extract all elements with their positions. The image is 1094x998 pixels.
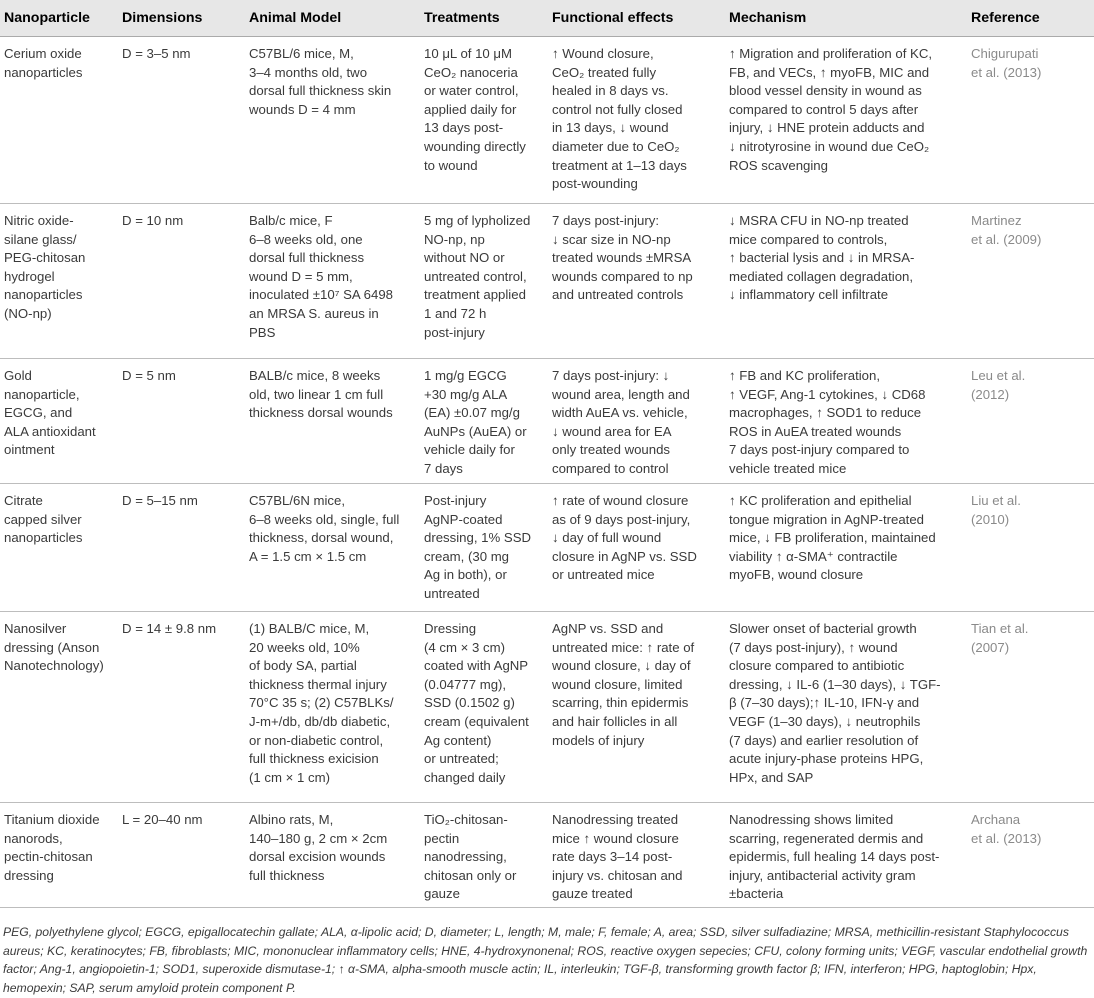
cell-reference: Tian et al. (2007)	[967, 612, 1094, 803]
cell-nanoparticle: Nanosilver dressing (Anson Nanotechnology)	[0, 612, 118, 803]
cell-functional-effects: 7 days post-injury: ↓ scar size in NO-np treated wounds ±MRSA wounds compared to np and untreated controls	[548, 204, 725, 359]
table-row	[0, 803, 1094, 908]
cell-dimensions: D = 14 ± 9.8 nm	[118, 612, 245, 803]
cell-treatments: 1 mg/g EGCG +30 mg/g ALA (EA) ±0.07 mg/g AuNPs (AuEA) or vehicle daily for 7 days	[420, 359, 548, 484]
cell-functional-effects: ↑ rate of wound closure as of 9 days post-injury, ↓ day of full wound closure in AgNP vs. SSD or untreated mice	[548, 484, 725, 612]
cell-mechanism: ↑ KC proliferation and epithelial tongue migration in AgNP-treated mice, ↓ FB proliferation, maintained viability ↑ α-SMA⁺ contractile myoFB, wound closure	[725, 484, 967, 612]
header-row	[0, 0, 1094, 37]
col-header-animal-model: Animal Model	[245, 0, 420, 37]
cell-nanoparticle: Citrate capped silver nanoparticles	[0, 484, 118, 612]
cell-mechanism: ↑ Migration and proliferation of KC, FB, and VECs, ↑ myoFB, MIC and blood vessel density in wound as compared to control 5 days after injury, ↓ HNE protein adducts and ↓ nitrotyrosine in wound due CeO₂ ROS scavenging	[725, 37, 967, 204]
col-header-functional-effects: Functional effects	[548, 0, 725, 37]
cell-dimensions: D = 5 nm	[118, 359, 245, 484]
cell-animal-model: Balb/c mice, F 6–8 weeks old, one dorsal full thickness wound D = 5 mm, inoculated ±10⁷ SA 6498 an MRSA S. aureus in PBS	[245, 204, 420, 359]
cell-animal-model: C57BL/6N mice, 6–8 weeks old, single, full thickness, dorsal wound, A = 1.5 cm × 1.5 cm	[245, 484, 420, 612]
cell-reference: Liu et al. (2010)	[967, 484, 1094, 612]
table-row	[0, 204, 1094, 359]
cell-dimensions: D = 5–15 nm	[118, 484, 245, 612]
cell-animal-model: BALB/c mice, 8 weeks old, two linear 1 cm full thickness dorsal wounds	[245, 359, 420, 484]
cell-functional-effects: 7 days post-injury: ↓ wound area, length and width AuEA vs. vehicle, ↓ wound area for EA only treated wounds compared to control	[548, 359, 725, 484]
cell-nanoparticle: Nitric oxide- silane glass/ PEG-chitosan hydrogel nanoparticles (NO-np)	[0, 204, 118, 359]
cell-animal-model: C57BL/6 mice, M, 3–4 months old, two dorsal full thickness skin wounds D = 4 mm	[245, 37, 420, 204]
cell-dimensions: D = 10 nm	[118, 204, 245, 359]
cell-treatments: 5 mg of lypholized NO-np, np without NO or untreated control, treatment applied 1 and 72 h post-injury	[420, 204, 548, 359]
cell-treatments: TiO₂-chitosan- pectin nanodressing, chitosan only or gauze	[420, 803, 548, 908]
table-row	[0, 484, 1094, 612]
table-row	[0, 359, 1094, 484]
cell-mechanism: Slower onset of bacterial growth (7 days post-injury), ↑ wound closure compared to antibiotic dressing, ↓ IL-6 (1–30 days), ↓ TGF- β (7–30 days);↑ IL-10, IFN-γ and VEGF (1–30 days), ↓ neutrophils (7 days) and earlier resolution of acute injury-phase proteins HPG, HPx, and SAP	[725, 612, 967, 803]
cell-animal-model: (1) BALB/C mice, M, 20 weeks old, 10% of body SA, partial thickness thermal injury 70°C 35 s; (2) C57BLKs/ J-m+/db, db/db diabetic, or non-diabetic control, full thickness exicision (1 cm × 1 cm)	[245, 612, 420, 803]
cell-mechanism: ↓ MSRA CFU in NO-np treated mice compared to controls, ↑ bacterial lysis and ↓ in MRSA- mediated collagen degradation, ↓ inflammatory cell infiltrate	[725, 204, 967, 359]
cell-reference: Martinez et al. (2009)	[967, 204, 1094, 359]
cell-functional-effects: AgNP vs. SSD and untreated mice: ↑ rate of wound closure, ↓ day of wound closure, limited scarring, thin epidermis and hair follicles in all models of injury	[548, 612, 725, 803]
cell-animal-model: Albino rats, M, 140–180 g, 2 cm × 2cm dorsal excision wounds full thickness	[245, 803, 420, 908]
cell-nanoparticle: Gold nanoparticle, EGCG, and ALA antioxidant ointment	[0, 359, 118, 484]
cell-treatments: Post-injury AgNP-coated dressing, 1% SSD cream, (30 mg Ag in both), or untreated	[420, 484, 548, 612]
table-footnote: PEG, polyethylene glycol; EGCG, epigallocatechin gallate; ALA, α-lipolic acid; D, diameter; L, length; M, male; F, female; A, area; SSD, silver sulfadiazine; MRSA, methicillin-resistant Staphylococcus aureus; KC, keratinocytes; FB, fibroblasts; MIC, mononuclear inflammatory cells; HNE, 4-hydroxynonenal; ROS, reactive oxygen sepecies; CFU, colony forming units; VEGF, vascular endothelial growth factor; Ang-1, angiopoietin-1; SOD1, superoxide dismutase-1; ↑ α-SMA, alpha-smooth muscle actin; IL, interleukin; TGF-β, transforming growth factor β; IFN, interferon; HPG, haptoglobin; Hpx, hemopexin; SAP, serum amyloid protein component P.	[3, 925, 1088, 995]
cell-mechanism: ↑ FB and KC proliferation, ↑ VEGF, Ang-1 cytokines, ↓ CD68 macrophages, ↑ SOD1 to reduce ROS in AuEA treated wounds 7 days post-injury compared to vehicle treated mice	[725, 359, 967, 484]
cell-dimensions: L = 20–40 nm	[118, 803, 245, 908]
cell-treatments: Dressing (4 cm × 3 cm) coated with AgNP (0.04777 mg), SSD (0.1502 g) cream (equivalent Ag content) or untreated; changed daily	[420, 612, 548, 803]
cell-dimensions: D = 3–5 nm	[118, 37, 245, 204]
cell-reference: Leu et al. (2012)	[967, 359, 1094, 484]
col-header-treatments: Treatments	[420, 0, 548, 37]
cell-mechanism: Nanodressing shows limited scarring, regenerated dermis and epidermis, full healing 14 days post- injury, antibacterial activity gram ±bacteria	[725, 803, 967, 908]
cell-functional-effects: ↑ Wound closure, CeO₂ treated fully healed in 8 days vs. control not fully closed in 13 days, ↓ wound diameter due to CeO₂ treatment at 1–13 days post-wounding	[548, 37, 725, 204]
col-header-nanoparticle: Nanoparticle	[0, 0, 118, 37]
cell-treatments: 10 μL of 10 μM CeO₂ nanoceria or water control, applied daily for 13 days post- wounding directly to wound	[420, 37, 548, 204]
col-header-dimensions: Dimensions	[118, 0, 245, 37]
cell-reference: Chigurupati et al. (2013)	[967, 37, 1094, 204]
table-row	[0, 37, 1094, 204]
cell-reference: Archana et al. (2013)	[967, 803, 1094, 908]
col-header-reference: Reference	[967, 0, 1094, 37]
cell-nanoparticle: Titanium dioxide nanorods, pectin-chitosan dressing	[0, 803, 118, 908]
col-header-mechanism: Mechanism	[725, 0, 967, 37]
cell-functional-effects: Nanodressing treated mice ↑ wound closure rate days 3–14 post- injury vs. chitosan and gauze treated	[548, 803, 725, 908]
table-row	[0, 612, 1094, 803]
cell-nanoparticle: Cerium oxide nanoparticles	[0, 37, 118, 204]
